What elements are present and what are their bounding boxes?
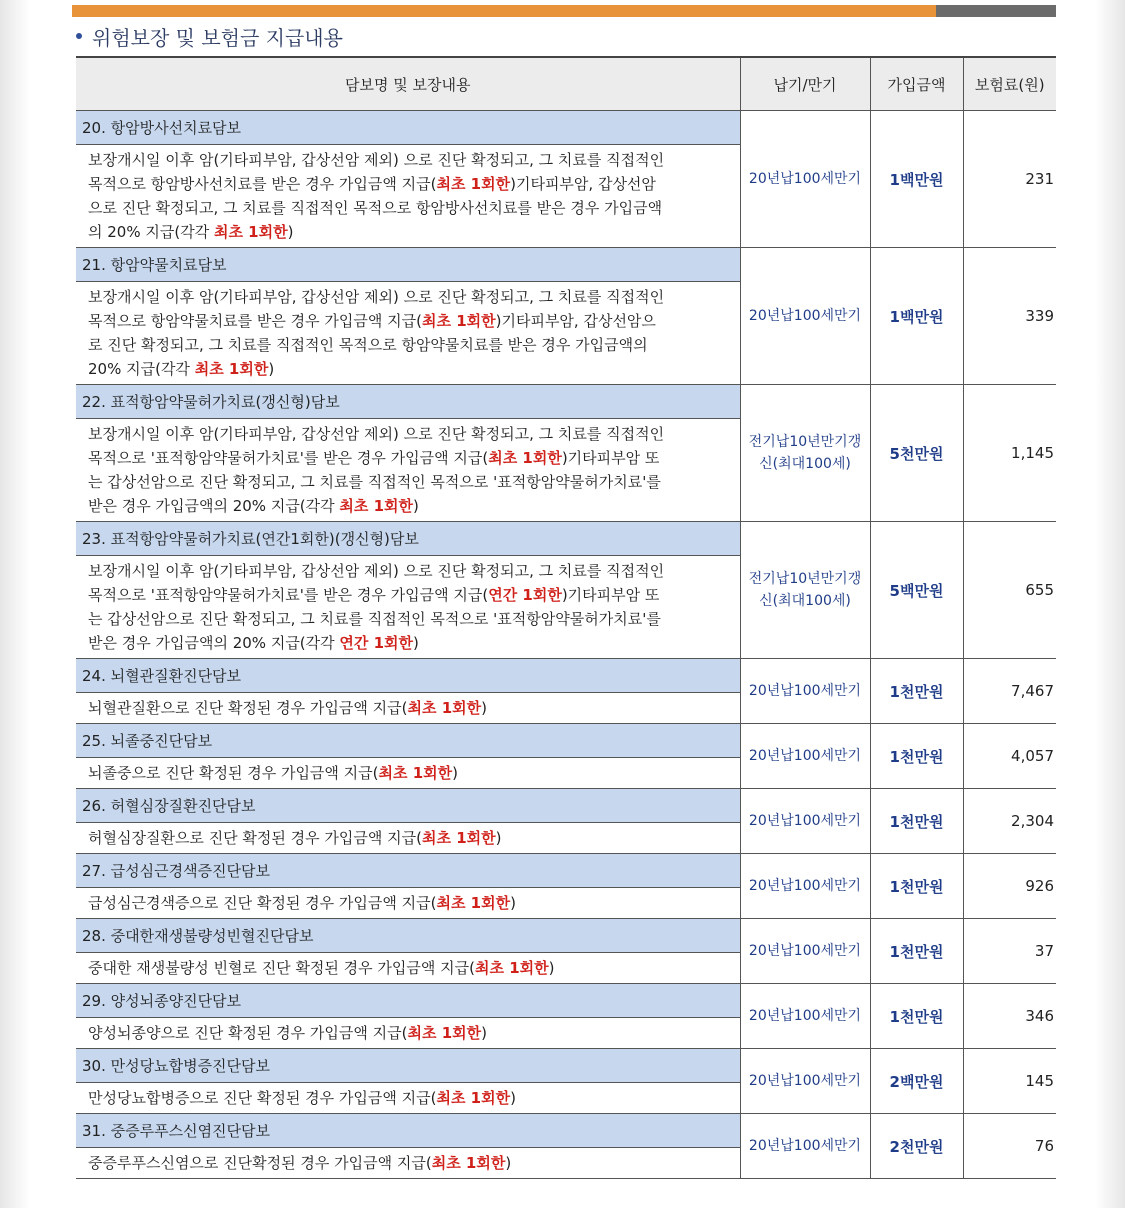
- description-line: 20% 지급(각각 최초 1회한): [88, 360, 275, 378]
- premium-cell: 76: [963, 1114, 1056, 1179]
- coverage-description: [76, 1148, 740, 1179]
- coverage-name: 23. 표적항암약물허가치료(연간1회한)(갱신형)담보: [76, 522, 740, 556]
- description-line: 급성심근경색증으로 진단 확정된 경우 가입금액 지급(최초 1회한): [88, 894, 516, 912]
- amount-cell: 1백만원: [870, 248, 963, 385]
- coverage-description: [76, 419, 740, 522]
- top-bar-orange: [72, 5, 936, 17]
- coverage-name: 26. 허혈심장질환진단담보: [76, 789, 740, 823]
- coverage-description: [76, 1083, 740, 1114]
- section-title: [76, 20, 343, 52]
- premium-cell: 4,057: [963, 724, 1056, 789]
- description-line: 목적으로 '표적항암약물허가치료'를 받은 경우 가입금액 지급(연간 1회한)기타피부암 또: [88, 586, 660, 604]
- limit-highlight: 최초 1회한: [475, 959, 549, 977]
- amount-cell: 1천만원: [870, 659, 963, 724]
- term-cell: 20년납100세만기: [740, 919, 870, 984]
- description-line: 보장개시일 이후 암(기타피부암, 갑상선암 제외) 으로 진단 확정되고, 그 치료를 직접적인: [88, 562, 665, 580]
- term-cell: 20년납100세만기: [740, 248, 870, 385]
- limit-highlight: 최초 1회한: [407, 699, 482, 717]
- premium-cell: 1,145: [963, 385, 1056, 522]
- table-row: [76, 919, 1056, 953]
- limit-highlight: 최초 1회한: [488, 449, 562, 467]
- amount-cell: 1천만원: [870, 919, 963, 984]
- top-bar-gray: [936, 5, 1056, 17]
- section-title-text: 위험보장 및 보험금 지급내용: [92, 25, 343, 50]
- coverage-name: 21. 항암약물치료담보: [76, 248, 740, 282]
- coverage-name: 29. 양성뇌종양진단담보: [76, 984, 740, 1018]
- amount-cell: 1천만원: [870, 854, 963, 919]
- premium-cell: 37: [963, 919, 1056, 984]
- coverage-description: [76, 1018, 740, 1049]
- coverage-name: 20. 항암방사선치료담보: [76, 111, 740, 145]
- coverage-description: [76, 758, 740, 789]
- table-row: [76, 248, 1056, 282]
- term-cell: 20년납100세만기: [740, 659, 870, 724]
- amount-cell: 5천만원: [870, 385, 963, 522]
- premium-cell: 346: [963, 984, 1056, 1049]
- term-line: 신(최대100세): [759, 593, 851, 609]
- amount-cell: 1천만원: [870, 789, 963, 854]
- coverage-name: 22. 표적항암약물허가치료(갱신형)담보: [76, 385, 740, 419]
- limit-highlight: 최초 1회한: [378, 764, 453, 782]
- coverage-name: 30. 만성당뇨합병증진단담보: [76, 1049, 740, 1083]
- premium-cell: 2,304: [963, 789, 1056, 854]
- header-premium: 보험료(원): [963, 57, 1056, 111]
- description-line: 는 갑상선암으로 진단 확정되고, 그 치료를 직접적인 목적으로 '표적항암약물허가치료'를: [88, 473, 661, 491]
- table-row: [76, 789, 1056, 823]
- premium-cell: 7,467: [963, 659, 1056, 724]
- description-line: 보장개시일 이후 암(기타피부암, 갑상선암 제외) 으로 진단 확정되고, 그 치료를 직접적인: [88, 151, 665, 169]
- limit-highlight: 최초 1회한: [422, 829, 496, 847]
- premium-cell: 231: [963, 111, 1056, 248]
- table-row: [76, 724, 1056, 758]
- coverage-description: [76, 282, 740, 385]
- description-line: 뇌졸중으로 진단 확정된 경우 가입금액 지급(최초 1회한): [88, 764, 458, 782]
- description-line: 중증루푸스신염으로 진단확정된 경우 가입금액 지급(최초 1회한): [88, 1154, 512, 1172]
- description-line: 받은 경우 가입금액의 20% 지급(각각 최초 1회한): [88, 497, 419, 515]
- table-row: [76, 984, 1056, 1018]
- coverage-description: [76, 823, 740, 854]
- description-line: 보장개시일 이후 암(기타피부암, 갑상선암 제외) 으로 진단 확정되고, 그 치료를 직접적인: [88, 288, 665, 306]
- description-line: 으로 진단 확정되고, 그 치료를 직접적인 목적으로 항암방사선치료를 받은 경우 가입금액: [88, 199, 663, 217]
- left-edge-shadow: [0, 0, 30, 1208]
- amount-cell: 5백만원: [870, 522, 963, 659]
- table-row: [76, 385, 1056, 419]
- limit-highlight: 최초 1회한: [436, 894, 511, 912]
- header-term: 납기/만기: [740, 57, 870, 111]
- description-line: 허혈심장질환으로 진단 확정된 경우 가입금액 지급(최초 1회한): [88, 829, 502, 847]
- description-line: 목적으로 항암방사선치료를 받은 경우 가입금액 지급(최초 1회한)기타피부암, 갑상선암: [88, 175, 656, 193]
- description-line: 목적으로 '표적항암약물허가치료'를 받은 경우 가입금액 지급(최초 1회한)기타피부암 또: [88, 449, 660, 467]
- term-cell: 20년납100세만기: [740, 111, 870, 248]
- limit-highlight: 최초 1회한: [431, 1154, 506, 1172]
- header-coverage: 담보명 및 보장내용: [76, 57, 740, 111]
- limit-highlight: 최초 1회한: [436, 1089, 511, 1107]
- description-line: 는 갑상선암으로 진단 확정되고, 그 치료를 직접적인 목적으로 '표적항암약물허가치료'를: [88, 610, 661, 628]
- coverage-description: [76, 693, 740, 724]
- term-line: 전기납10년만기갱: [748, 434, 862, 450]
- description-line: 양성뇌종양으로 진단 확정된 경우 가입금액 지급(최초 1회한): [88, 1024, 487, 1042]
- amount-cell: 1백만원: [870, 111, 963, 248]
- term-line: 신(최대100세): [759, 456, 851, 472]
- description-line: 목적으로 항암약물치료를 받은 경우 가입금액 지급(최초 1회한)기타피부암, 갑상선암으: [88, 312, 656, 330]
- term-cell: 20년납100세만기: [740, 1049, 870, 1114]
- table-row: [76, 1114, 1056, 1148]
- right-edge-shadow: [1095, 0, 1125, 1208]
- coverage-description: [76, 953, 740, 984]
- top-accent-bar: [72, 5, 1056, 17]
- limit-highlight: 연간 1회한: [339, 634, 414, 652]
- term-cell: 20년납100세만기: [740, 854, 870, 919]
- limit-highlight: 최초 1회한: [213, 223, 288, 241]
- amount-cell: 1천만원: [870, 724, 963, 789]
- coverage-table: [76, 56, 1056, 1179]
- coverage-name: 27. 급성심근경색증진단담보: [76, 854, 740, 888]
- table-row: [76, 111, 1056, 145]
- amount-cell: 1천만원: [870, 984, 963, 1049]
- limit-highlight: 최초 1회한: [339, 497, 414, 515]
- premium-cell: 655: [963, 522, 1056, 659]
- limit-highlight: 최초 1회한: [436, 175, 511, 193]
- term-line: 전기납10년만기갱: [748, 571, 862, 587]
- description-line: 보장개시일 이후 암(기타피부암, 갑상선암 제외) 으로 진단 확정되고, 그 치료를 직접적인: [88, 425, 665, 443]
- header-amount: 가입금액: [870, 57, 963, 111]
- term-cell: 20년납100세만기: [740, 1114, 870, 1179]
- coverage-description: [76, 145, 740, 248]
- coverage-name: 28. 중대한재생불량성빈혈진단담보: [76, 919, 740, 953]
- limit-highlight: 최초 1회한: [422, 312, 496, 330]
- table-body: [76, 111, 1056, 1179]
- term-cell: 20년납100세만기: [740, 724, 870, 789]
- coverage-description: [76, 556, 740, 659]
- term-cell: [740, 385, 870, 522]
- amount-cell: 2천만원: [870, 1114, 963, 1179]
- description-line: 받은 경우 가입금액의 20% 지급(각각 연간 1회한): [88, 634, 419, 652]
- term-cell: [740, 522, 870, 659]
- coverage-name: 24. 뇌혈관질환진단담보: [76, 659, 740, 693]
- limit-highlight: 최초 1회한: [407, 1024, 482, 1042]
- term-cell: 20년납100세만기: [740, 789, 870, 854]
- limit-highlight: 연간 1회한: [488, 586, 562, 604]
- description-line: 로 진단 확정되고, 그 치료를 직접적인 목적으로 항암약물치료를 받은 경우 가입금액의: [88, 336, 648, 354]
- description-line: 만성당뇨합병증으로 진단 확정된 경우 가입금액 지급(최초 1회한): [88, 1089, 516, 1107]
- premium-cell: 145: [963, 1049, 1056, 1114]
- table-row: [76, 854, 1056, 888]
- description-line: 의 20% 지급(각각 최초 1회한): [88, 223, 294, 241]
- bullet-icon: [76, 33, 82, 39]
- amount-cell: 2백만원: [870, 1049, 963, 1114]
- coverage-name: 31. 중증루푸스신염진단담보: [76, 1114, 740, 1148]
- description-line: 뇌혈관질환으로 진단 확정된 경우 가입금액 지급(최초 1회한): [88, 699, 487, 717]
- coverage-name: 25. 뇌졸중진단담보: [76, 724, 740, 758]
- premium-cell: 926: [963, 854, 1056, 919]
- description-line: 중대한 재생불량성 빈혈로 진단 확정된 경우 가입금액 지급(최초 1회한): [88, 959, 555, 977]
- table-header-row: [76, 57, 1056, 111]
- table-row: [76, 1049, 1056, 1083]
- limit-highlight: 최초 1회한: [194, 360, 269, 378]
- table-row: [76, 659, 1056, 693]
- term-cell: 20년납100세만기: [740, 984, 870, 1049]
- coverage-description: [76, 888, 740, 919]
- premium-cell: 339: [963, 248, 1056, 385]
- table-row: [76, 522, 1056, 556]
